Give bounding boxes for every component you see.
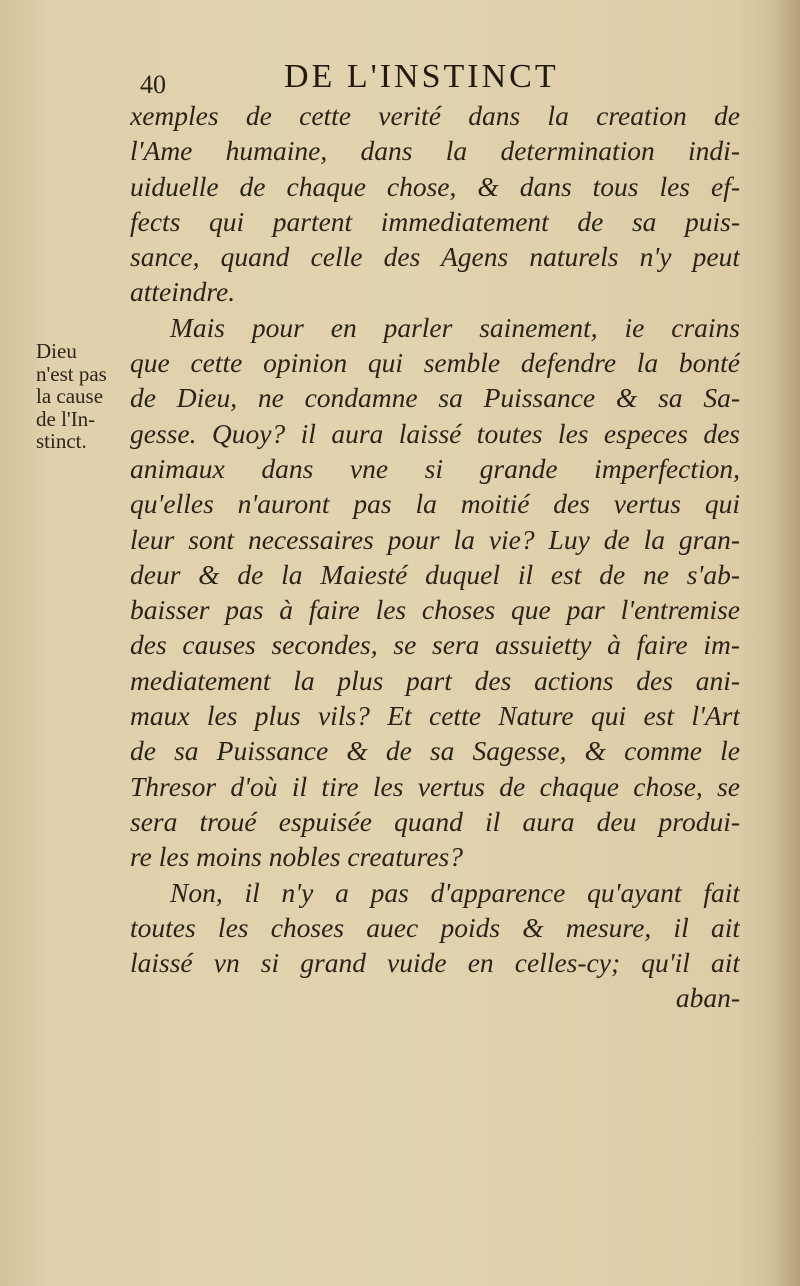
catchword: aban- xyxy=(675,982,740,1014)
marginal-note-line: de l'In- xyxy=(36,406,96,431)
marginal-note-line: la cause xyxy=(36,384,104,408)
body-text xyxy=(130,98,740,1016)
text-line: re les moins nobles creatures? xyxy=(130,841,464,873)
text-line: que cette opinion qui semble defendre la bonté xyxy=(130,347,740,379)
text-line: toutes les choses auec poids & mesure, il ait xyxy=(130,911,740,943)
running-head: DE L'INSTINCT xyxy=(284,58,559,95)
text-line: baisser pas à faire les choses que par l'entremise xyxy=(130,594,740,626)
text-line: laissé vn si grand vuide en celles-cy; qu'il ait xyxy=(130,947,740,979)
text-line: deur & de la Maiesté duquel il est de ne s'ab- xyxy=(130,558,740,590)
text-line: xemples de cette verité dans la creation de xyxy=(130,100,740,131)
text-line: mediatement la plus part des actions des ani- xyxy=(130,664,740,696)
marginal-note-line: n'est pas xyxy=(36,361,107,386)
text-line: de sa Puissance & de sa Sagesse, & comme le xyxy=(130,735,740,767)
text-line: des causes secondes, se sera assuietty à faire im- xyxy=(130,629,740,661)
text-line: Non, il n'y a pas d'apparence qu'ayant fait xyxy=(170,876,740,908)
text-line: maux les plus vils? Et cette Nature qui est l'Art xyxy=(130,700,740,732)
page-number: 40 xyxy=(140,70,166,99)
text-line: animaux dans vne si grande imperfection, xyxy=(130,452,740,484)
text-line: Mais pour en parler sainement, ie crains xyxy=(170,311,740,343)
text-line: uiduelle de chaque chose, & dans tous les ef- xyxy=(130,170,740,202)
text-line: de Dieu, ne condamne sa Puissance & sa Sa- xyxy=(130,382,740,414)
text-line: sance, quand celle des Agens naturels n'y peut xyxy=(130,241,740,273)
text-line: gesse. Quoy? il aura laissé toutes les especes des xyxy=(130,417,740,449)
text-line: sera troué espuisée quand il aura deu produi- xyxy=(130,805,740,837)
text-line: l'Ame humaine, dans la determination indi- xyxy=(130,135,740,167)
text-line: atteindre. xyxy=(130,276,236,308)
text-line: Thresor d'où il tire les vertus de chaque chose, se xyxy=(130,770,740,802)
marginal-note xyxy=(36,340,131,453)
text-line: fects qui partent immediatement de sa puis- xyxy=(130,205,740,237)
text-line: qu'elles n'auront pas la moitié des vertus qui xyxy=(130,488,740,520)
marginal-note-line: Dieu xyxy=(36,339,77,363)
marginal-note-line: stinct. xyxy=(36,429,87,453)
text-line: leur sont necessaires pour la vie? Luy de la gran- xyxy=(130,523,740,555)
